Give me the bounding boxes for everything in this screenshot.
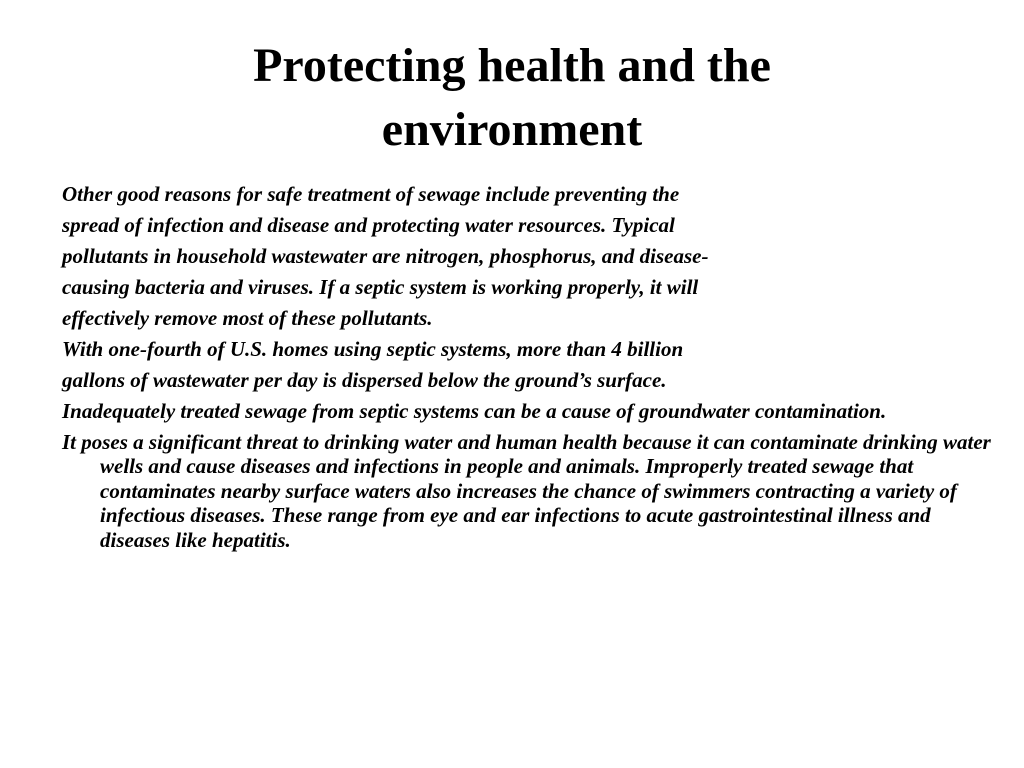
- body-bullet-health-threat: It poses a significant threat to drinking water and human health because it can contaminate drinking water wells and cause diseases and infections in people and animals. Improperly treated sewage that contaminates nearby surface waters also increases the chance of swimmers contracting a variety of infectious diseases. These range from eye and ear infections to acute gastrointestinal illness and diseases like hepatitis.: [62, 429, 991, 552]
- slide-body: [62, 179, 991, 552]
- slide-title: [60, 34, 964, 162]
- body-bullet-groundwater: Inadequately treated sewage from septic systems can be a cause of groundwater contamination.: [62, 399, 887, 423]
- body-line-1: Other good reasons for safe treatment of sewage include preventing the: [62, 182, 680, 206]
- slide-title-line-2: environment: [381, 103, 643, 156]
- body-line-6: With one-fourth of U.S. homes using septic systems, more than 4 billion: [62, 337, 684, 361]
- body-line-2: spread of infection and disease and protecting water resources. Typical: [62, 213, 675, 237]
- body-line-3: pollutants in household wastewater are nitrogen, phosphorus, and disease-: [62, 244, 709, 268]
- body-line-7: gallons of wastewater per day is dispersed below the ground’s surface.: [62, 368, 667, 392]
- body-line-5: effectively remove most of these pollutants.: [62, 306, 433, 330]
- body-line-4: causing bacteria and viruses. If a septic system is working properly, it will: [62, 275, 699, 299]
- slide-title-line-1: Protecting health and the: [253, 39, 771, 92]
